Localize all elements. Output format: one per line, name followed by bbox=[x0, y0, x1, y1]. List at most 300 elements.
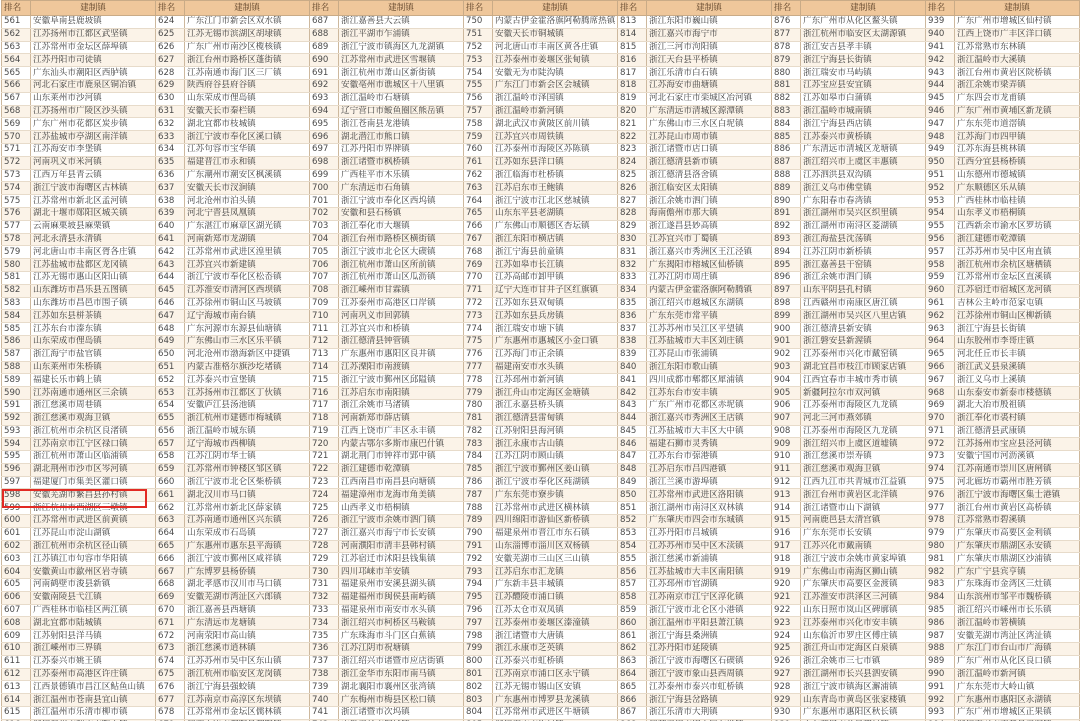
town-cell: 江苏南通市海门区三厂镇 bbox=[185, 67, 310, 80]
rank-cell: 993 bbox=[926, 707, 955, 720]
town-cell: 江苏盐城市大丰区大中镇 bbox=[647, 425, 772, 438]
town-cell: 陕西府谷县府谷镇 bbox=[185, 79, 310, 92]
rank-cell: 691 bbox=[310, 67, 339, 80]
rank-cell: 910 bbox=[772, 451, 801, 464]
rank-cell: 953 bbox=[926, 195, 955, 208]
town-cell: 江苏宿迁市宿城区龙河镇 bbox=[955, 284, 1080, 297]
rank-cell: 628 bbox=[156, 67, 185, 80]
rank-cell: 977 bbox=[926, 502, 955, 515]
rank-cell: 703 bbox=[310, 220, 339, 233]
town-cell: 浙江温岭市泽国镇 bbox=[493, 92, 618, 105]
town-cell: 新疆阿拉尔市双河镇 bbox=[801, 387, 926, 400]
rank-cell: 942 bbox=[926, 54, 955, 67]
town-cell: 江苏东海县桃林镇 bbox=[955, 143, 1080, 156]
rank-cell: 729 bbox=[310, 553, 339, 566]
town-cell: 吉林公主岭市范家屯镇 bbox=[955, 297, 1080, 310]
rank-cell: 777 bbox=[464, 361, 493, 374]
rank-cell: 763 bbox=[464, 182, 493, 195]
table-row bbox=[2, 271, 1080, 284]
table-row bbox=[2, 54, 1080, 67]
town-cell: 浙江诸暨市店口镇 bbox=[647, 143, 772, 156]
rank-cell: 674 bbox=[156, 655, 185, 668]
rank-cell: 602 bbox=[2, 540, 31, 553]
town-cell: 江苏常州市武进区雪堰镇 bbox=[339, 54, 464, 67]
town-cell: 浙江嘉兴市海宁市长安镇 bbox=[339, 527, 464, 540]
table-row bbox=[2, 195, 1080, 208]
rank-cell: 611 bbox=[2, 655, 31, 668]
rank-cell: 855 bbox=[618, 553, 647, 566]
rank-cell: 564 bbox=[2, 54, 31, 67]
town-cell: 广东广州市黄埔区新龙镇 bbox=[955, 105, 1080, 118]
town-cell: 江苏常州市金坛区儒林镇 bbox=[185, 707, 310, 720]
rank-cell: 600 bbox=[2, 515, 31, 528]
town-cell: 浙江余姚市马渚镇 bbox=[339, 399, 464, 412]
rank-cell: 864 bbox=[618, 668, 647, 681]
town-cell: 广东惠州市惠东县平海镇 bbox=[185, 540, 310, 553]
town-cell: 河北宁晋县凤凰镇 bbox=[185, 207, 310, 220]
rank-cell: 983 bbox=[926, 579, 955, 592]
town-cell: 江苏宜兴市丁蜀镇 bbox=[647, 233, 772, 246]
town-cell: 江西九江市共青城市江益镇 bbox=[801, 476, 926, 489]
rank-cell: 964 bbox=[926, 335, 955, 348]
rank-cell: 883 bbox=[772, 105, 801, 118]
rank-cell: 735 bbox=[310, 630, 339, 643]
rank-cell: 568 bbox=[2, 105, 31, 118]
rank-cell: 950 bbox=[926, 156, 955, 169]
town-cell: 浙江奉化市大堰镇 bbox=[339, 220, 464, 233]
town-cell: 浙江余姚市泗门镇 bbox=[801, 271, 926, 284]
rank-cell: 863 bbox=[618, 655, 647, 668]
town-cell: 辽宁海城市西柳镇 bbox=[185, 438, 310, 451]
town-cell: 江苏无锡市惠山区阳山镇 bbox=[31, 271, 156, 284]
rank-cell: 854 bbox=[618, 540, 647, 553]
rank-cell: 722 bbox=[310, 463, 339, 476]
town-cell: 山东泰安市新泰市楼德镇 bbox=[955, 387, 1080, 400]
rank-cell: 711 bbox=[310, 323, 339, 336]
rank-cell: 697 bbox=[310, 143, 339, 156]
town-cell: 浙江杭州市萧山区瓜沥镇 bbox=[339, 271, 464, 284]
table-row bbox=[2, 617, 1080, 630]
town-cell: 山东莱州市沙河镇 bbox=[31, 92, 156, 105]
town-cell: 浙江宁海县强蛟镇 bbox=[185, 681, 310, 694]
rank-cell: 945 bbox=[926, 92, 955, 105]
town-cell: 广东惠州市惠阳区秋长镇 bbox=[801, 707, 926, 720]
rank-cell: 774 bbox=[464, 323, 493, 336]
town-cell: 江苏常州市钟楼区邹区镇 bbox=[185, 463, 310, 476]
town-cell: 浙江湖州市南浔区菱湖镇 bbox=[801, 220, 926, 233]
town-cell: 江苏江阴市周庄镇 bbox=[647, 271, 772, 284]
rank-cell: 608 bbox=[2, 617, 31, 630]
town-cell: 江苏东台市弶港镇 bbox=[647, 451, 772, 464]
town-cell: 浙江奉化市裘村镇 bbox=[955, 412, 1080, 425]
town-cell: 安徽阜南县鹿坡镇 bbox=[31, 16, 156, 29]
town-cell: 浙江宁海县长街镇 bbox=[801, 54, 926, 67]
rank-cell: 630 bbox=[156, 92, 185, 105]
rank-cell: 985 bbox=[926, 604, 955, 617]
rank-cell: 626 bbox=[156, 41, 185, 54]
rank-cell: 986 bbox=[926, 617, 955, 630]
rank-cell: 973 bbox=[926, 451, 955, 464]
town-cell: 江苏扬州市江都区武坚镇 bbox=[31, 28, 156, 41]
rank-cell: 877 bbox=[772, 28, 801, 41]
rank-cell: 708 bbox=[310, 284, 339, 297]
town-cell: 浙江宁波市奉化区西坞镇 bbox=[339, 195, 464, 208]
town-cell: 浙江武义县泉溪镇 bbox=[955, 361, 1080, 374]
rank-cell: 661 bbox=[156, 489, 185, 502]
town-cell: 江苏盐城市大丰区刘庄镇 bbox=[647, 335, 772, 348]
rank-cell: 640 bbox=[156, 220, 185, 233]
town-cell: 广东广宁县宾亨镇 bbox=[955, 566, 1080, 579]
town-cell: 浙江温岭市新河镇 bbox=[955, 668, 1080, 681]
town-cell: 湖北武汉市黄陂区前川镇 bbox=[493, 118, 618, 131]
rank-cell: 782 bbox=[464, 425, 493, 438]
rank-cell: 881 bbox=[772, 79, 801, 92]
town-cell: 浙江义乌市上溪镇 bbox=[955, 374, 1080, 387]
town-cell: 江苏泰州市兴化市安丰镇 bbox=[801, 617, 926, 630]
rank-cell: 989 bbox=[926, 655, 955, 668]
town-cell: 湖北宜都市陆城镇 bbox=[31, 617, 156, 630]
rank-cell: 660 bbox=[156, 476, 185, 489]
town-cell: 浙江湖州市吴兴区织里镇 bbox=[801, 207, 926, 220]
rank-cell: 591 bbox=[2, 399, 31, 412]
table-row bbox=[2, 310, 1080, 323]
town-cell: 浙江乐清市白石镇 bbox=[647, 67, 772, 80]
rank-cell: 601 bbox=[2, 527, 31, 540]
rank-cell: 695 bbox=[310, 118, 339, 131]
rank-cell: 720 bbox=[310, 438, 339, 451]
rank-cell: 831 bbox=[618, 246, 647, 259]
rank-cell: 816 bbox=[618, 54, 647, 67]
rank-cell: 957 bbox=[926, 246, 955, 259]
town-cell: 辽宁营口市鲅鱼圈区熊岳镇 bbox=[339, 105, 464, 118]
town-cell: 福建泉州市晋江市东石镇 bbox=[493, 527, 618, 540]
rank-cell: 721 bbox=[310, 451, 339, 464]
rank-cell: 750 bbox=[464, 16, 493, 29]
town-cell: 浙江兰溪市游埠镇 bbox=[647, 476, 772, 489]
rank-cell: 952 bbox=[926, 182, 955, 195]
rank-cell: 901 bbox=[772, 335, 801, 348]
rank-cell: 667 bbox=[156, 566, 185, 579]
town-cell: 安徽和县石杨镇 bbox=[339, 207, 464, 220]
rank-cell: 791 bbox=[464, 540, 493, 553]
rank-cell: 906 bbox=[772, 399, 801, 412]
town-cell: 内蒙古准格尔旗沙圪堵镇 bbox=[185, 361, 310, 374]
rank-cell: 960 bbox=[926, 284, 955, 297]
rank-cell: 569 bbox=[2, 118, 31, 131]
town-cell: 浙江温岭市箬横镇 bbox=[955, 617, 1080, 630]
town-cell: 江西万年县青云镇 bbox=[31, 169, 156, 182]
rank-cell: 926 bbox=[772, 655, 801, 668]
town-cell: 江西南昌市南昌县向塘镇 bbox=[339, 476, 464, 489]
town-cell: 浙江台州市路桥区横街镇 bbox=[339, 233, 464, 246]
table-row bbox=[2, 399, 1080, 412]
rank-cell: 646 bbox=[156, 297, 185, 310]
rank-cell: 629 bbox=[156, 79, 185, 92]
rank-cell: 800 bbox=[464, 655, 493, 668]
table-row bbox=[2, 284, 1080, 297]
header-rank: 排名 bbox=[464, 1, 493, 16]
rank-cell: 723 bbox=[310, 476, 339, 489]
rank-cell: 718 bbox=[310, 412, 339, 425]
table-row bbox=[2, 566, 1080, 579]
rank-cell: 642 bbox=[156, 246, 185, 259]
town-cell: 浙江温州市苍南县宜山镇 bbox=[31, 694, 156, 707]
table-row bbox=[2, 425, 1080, 438]
town-cell: 广东清远市清城区源潭镇 bbox=[647, 105, 772, 118]
rank-cell: 732 bbox=[310, 591, 339, 604]
rank-cell: 924 bbox=[772, 630, 801, 643]
town-cell: 江苏昆山市周市镇 bbox=[647, 131, 772, 144]
town-cell: 四川成都市郫都区犀浦镇 bbox=[647, 374, 772, 387]
rank-cell: 736 bbox=[310, 643, 339, 656]
town-cell: 浙江慈溪市逍林镇 bbox=[185, 643, 310, 656]
rank-cell: 765 bbox=[464, 207, 493, 220]
rank-cell: 614 bbox=[2, 694, 31, 707]
rank-cell: 896 bbox=[772, 271, 801, 284]
town-cell: 浙江宁波市北仑区大碶镇 bbox=[339, 246, 464, 259]
town-cell: 四川绵阳市游仙区新桥镇 bbox=[493, 515, 618, 528]
town-cell: 安徽芜湖市湾沚区六郎镇 bbox=[185, 591, 310, 604]
town-cell: 浙江舟山市定海区白泉镇 bbox=[801, 643, 926, 656]
table-row bbox=[2, 335, 1080, 348]
rank-cell: 658 bbox=[156, 451, 185, 464]
town-cell: 江苏泰州市海陵区九龙镇 bbox=[801, 425, 926, 438]
rank-cell: 959 bbox=[926, 271, 955, 284]
rank-cell: 843 bbox=[618, 399, 647, 412]
rank-cell: 885 bbox=[772, 131, 801, 144]
table-row bbox=[2, 79, 1080, 92]
rank-cell: 561 bbox=[2, 16, 31, 29]
town-cell: 江苏宜兴市和桥镇 bbox=[339, 323, 464, 336]
rank-cell: 700 bbox=[310, 182, 339, 195]
rank-cell: 587 bbox=[2, 348, 31, 361]
rank-cell: 825 bbox=[618, 169, 647, 182]
rank-cell: 583 bbox=[2, 297, 31, 310]
town-cell: 福建石狮市灵秀镇 bbox=[647, 438, 772, 451]
town-cell: 浙江宁波市镇海区九龙湖镇 bbox=[339, 41, 464, 54]
town-cell: 浙江温岭市新河镇 bbox=[493, 105, 618, 118]
town-cell: 广东广州市花都区炭步镇 bbox=[31, 118, 156, 131]
rank-cell: 976 bbox=[926, 489, 955, 502]
rank-cell: 904 bbox=[772, 374, 801, 387]
rank-cell: 943 bbox=[926, 67, 955, 80]
rank-cell: 571 bbox=[2, 143, 31, 156]
rank-cell: 927 bbox=[772, 668, 801, 681]
town-cell: 浙江金华市东阳市南马镇 bbox=[339, 668, 464, 681]
rank-cell: 916 bbox=[772, 527, 801, 540]
town-cell: 江苏南京市高淳区东坝镇 bbox=[185, 694, 310, 707]
rank-cell: 793 bbox=[464, 566, 493, 579]
town-cell: 浙江温州市乐清市柳市镇 bbox=[31, 707, 156, 720]
rank-cell: 678 bbox=[156, 707, 185, 720]
table-row bbox=[2, 361, 1080, 374]
rank-cell: 858 bbox=[618, 591, 647, 604]
rank-cell: 676 bbox=[156, 681, 185, 694]
town-cell: 浙江德清县新市镇 bbox=[647, 156, 772, 169]
town-cell: 福建泉州市南安市水头镇 bbox=[339, 604, 464, 617]
town-cell: 湖北荆门市钟祥市郢中镇 bbox=[339, 451, 464, 464]
header-rank: 排名 bbox=[618, 1, 647, 16]
rank-cell: 588 bbox=[2, 361, 31, 374]
rank-cell: 850 bbox=[618, 489, 647, 502]
town-cell: 江苏江阴市顾山镇 bbox=[493, 451, 618, 464]
town-cell: 浙江德清县洛舍镇 bbox=[647, 169, 772, 182]
rank-cell: 804 bbox=[464, 707, 493, 720]
rank-cell: 819 bbox=[618, 92, 647, 105]
town-cell: 浙江慈溪市周巷镇 bbox=[31, 399, 156, 412]
rank-cell: 778 bbox=[464, 374, 493, 387]
town-cell: 江西上饶市广丰区永丰镇 bbox=[339, 425, 464, 438]
town-cell: 江苏启东市南阳镇 bbox=[339, 387, 464, 400]
town-cell: 浙江瑞安市马屿镇 bbox=[801, 67, 926, 80]
town-cell: 山东临沂市罗庄区傅庄镇 bbox=[801, 630, 926, 643]
rank-cell: 954 bbox=[926, 207, 955, 220]
rank-cell: 813 bbox=[618, 16, 647, 29]
town-cell: 浙江绍兴市诸暨市应店街镇 bbox=[339, 655, 464, 668]
header-rank: 排名 bbox=[772, 1, 801, 16]
town-cell: 江苏扬州市江都区丁伙镇 bbox=[185, 387, 310, 400]
rank-cell: 761 bbox=[464, 156, 493, 169]
town-cell: 福建厦门市集美区灌口镇 bbox=[31, 476, 156, 489]
town-cell: 江苏泰州市海陵区苏陈镇 bbox=[493, 143, 618, 156]
rank-cell: 719 bbox=[310, 425, 339, 438]
town-cell: 浙江嘉兴市秀洲区王江泾镇 bbox=[647, 246, 772, 259]
rank-cell: 948 bbox=[926, 131, 955, 144]
rank-cell: 578 bbox=[2, 233, 31, 246]
rank-cell: 707 bbox=[310, 271, 339, 284]
table-row bbox=[2, 182, 1080, 195]
rank-cell: 946 bbox=[926, 105, 955, 118]
town-cell: 江苏邳州市新河镇 bbox=[493, 374, 618, 387]
town-cell: 广东清远市石角镇 bbox=[339, 182, 464, 195]
town-cell: 浙江杭州市萧山区临浦镇 bbox=[31, 451, 156, 464]
town-cell: 江苏常州市武进区牛塘镇 bbox=[493, 707, 618, 720]
rank-cell: 972 bbox=[926, 438, 955, 451]
rank-cell: 939 bbox=[926, 16, 955, 29]
table-row bbox=[2, 169, 1080, 182]
town-cell: 浙江宁波市北仑区小港镇 bbox=[647, 604, 772, 617]
town-cell: 浙江海宁市盐官镇 bbox=[31, 348, 156, 361]
rank-cell: 820 bbox=[618, 105, 647, 118]
rank-cell: 730 bbox=[310, 566, 339, 579]
town-cell: 山东荣成市俚岛镇 bbox=[185, 92, 310, 105]
rank-cell: 702 bbox=[310, 207, 339, 220]
town-cell: 河南鹤壁市浚县新镇 bbox=[31, 579, 156, 592]
town-cell: 内蒙古伊金霍洛旗阿勒腾镇 bbox=[647, 284, 772, 297]
rank-cell: 918 bbox=[772, 553, 801, 566]
town-cell: 浙江杭州市临安区太湖源镇 bbox=[801, 28, 926, 41]
rank-cell: 941 bbox=[926, 41, 955, 54]
table-row bbox=[2, 707, 1080, 720]
town-cell: 广东惠州市惠阳区良井镇 bbox=[339, 348, 464, 361]
rank-cell: 581 bbox=[2, 271, 31, 284]
town-cell: 浙江宁波市余姚市黄家埠镇 bbox=[801, 553, 926, 566]
rank-cell: 769 bbox=[464, 259, 493, 272]
town-cell: 江西赣州市南康区唐江镇 bbox=[801, 297, 926, 310]
rank-cell: 951 bbox=[926, 169, 955, 182]
town-cell: 江苏醴陵市浦口镇 bbox=[493, 591, 618, 604]
rank-cell: 912 bbox=[772, 476, 801, 489]
table-row bbox=[2, 668, 1080, 681]
rank-cell: 606 bbox=[2, 591, 31, 604]
town-cell: 广东广州市花都区赤坭镇 bbox=[647, 399, 772, 412]
header-town: 建制镇 bbox=[801, 1, 926, 16]
town-cell: 浙江绍兴市柯桥区马鞍镇 bbox=[339, 617, 464, 630]
rank-cell: 650 bbox=[156, 348, 185, 361]
table-row bbox=[2, 489, 1080, 502]
rank-cell: 821 bbox=[618, 118, 647, 131]
rank-cell: 788 bbox=[464, 502, 493, 515]
town-cell: 浙江宁波市奉化区莼湖镇 bbox=[493, 476, 618, 489]
town-cell: 广东清远市清城区龙塘镇 bbox=[801, 143, 926, 156]
town-cell: 江苏宜兴市周铁镇 bbox=[493, 131, 618, 144]
rank-cell: 830 bbox=[618, 233, 647, 246]
town-cell: 江苏常州市新北区薛家镇 bbox=[185, 502, 310, 515]
town-cell: 江苏盐城市大丰区南阳镇 bbox=[647, 566, 772, 579]
town-cell: 浙江宁波市余姚市泗门镇 bbox=[339, 515, 464, 528]
table-body bbox=[2, 16, 1080, 721]
town-cell: 浙江临海市杜桥镇 bbox=[493, 169, 618, 182]
town-cell: 广东江门市台山市广海镇 bbox=[955, 643, 1080, 656]
rank-cell: 692 bbox=[310, 79, 339, 92]
rank-cell: 780 bbox=[464, 399, 493, 412]
town-cell: 湖北襄阳市襄州区张湾镇 bbox=[339, 681, 464, 694]
rank-cell: 848 bbox=[618, 463, 647, 476]
town-cell: 江苏常州市金坛区直溪镇 bbox=[955, 271, 1080, 284]
town-cell: 江苏启东市吕四港镇 bbox=[647, 463, 772, 476]
rank-cell: 741 bbox=[310, 707, 339, 720]
town-cell: 广西桂林市临桂镇 bbox=[955, 195, 1080, 208]
rank-cell: 882 bbox=[772, 92, 801, 105]
town-cell: 浙江三河市泃阳镇 bbox=[647, 41, 772, 54]
rank-cell: 651 bbox=[156, 361, 185, 374]
rank-cell: 584 bbox=[2, 310, 31, 323]
rank-cell: 582 bbox=[2, 284, 31, 297]
rank-cell: 841 bbox=[618, 374, 647, 387]
rank-cell: 768 bbox=[464, 246, 493, 259]
town-cell: 江苏溧阳市南渡镇 bbox=[339, 361, 464, 374]
rank-cell: 767 bbox=[464, 233, 493, 246]
town-cell: 广东佛山市顺德区杏坛镇 bbox=[493, 220, 618, 233]
rank-cell: 824 bbox=[618, 156, 647, 169]
rank-cell: 956 bbox=[926, 233, 955, 246]
rank-cell: 837 bbox=[618, 323, 647, 336]
rank-cell: 755 bbox=[464, 79, 493, 92]
town-cell: 广东汕头市潮阳区西胪镇 bbox=[31, 67, 156, 80]
town-cell: 江苏泰兴市姚王镇 bbox=[31, 655, 156, 668]
rank-cell: 961 bbox=[926, 297, 955, 310]
town-cell: 江苏泰兴市宣堡镇 bbox=[185, 374, 310, 387]
rank-cell: 962 bbox=[926, 310, 955, 323]
town-cell: 江苏东台市溱东镇 bbox=[31, 323, 156, 336]
town-cell: 江苏丹阳市吕城镇 bbox=[647, 527, 772, 540]
town-cell: 河北唐山市丰南区胥各庄镇 bbox=[31, 246, 156, 259]
town-cell: 江苏盐城市盐都区龙冈镇 bbox=[31, 259, 156, 272]
rank-cell: 897 bbox=[772, 284, 801, 297]
rank-cell: 654 bbox=[156, 399, 185, 412]
town-cell: 浙江湖州市长兴县泗安镇 bbox=[801, 668, 926, 681]
town-cell: 江苏如皋市白蒲镇 bbox=[801, 92, 926, 105]
rank-cell: 610 bbox=[2, 643, 31, 656]
town-cell: 广东东莞市长安镇 bbox=[801, 527, 926, 540]
table-row bbox=[2, 259, 1080, 272]
table-row bbox=[2, 143, 1080, 156]
rank-cell: 757 bbox=[464, 105, 493, 118]
town-cell: 浙江嘉兴市海宁市 bbox=[647, 28, 772, 41]
rank-cell: 668 bbox=[156, 579, 185, 592]
rank-cell: 759 bbox=[464, 131, 493, 144]
town-cell: 浙江台州市黄岩区北洋镇 bbox=[801, 489, 926, 502]
